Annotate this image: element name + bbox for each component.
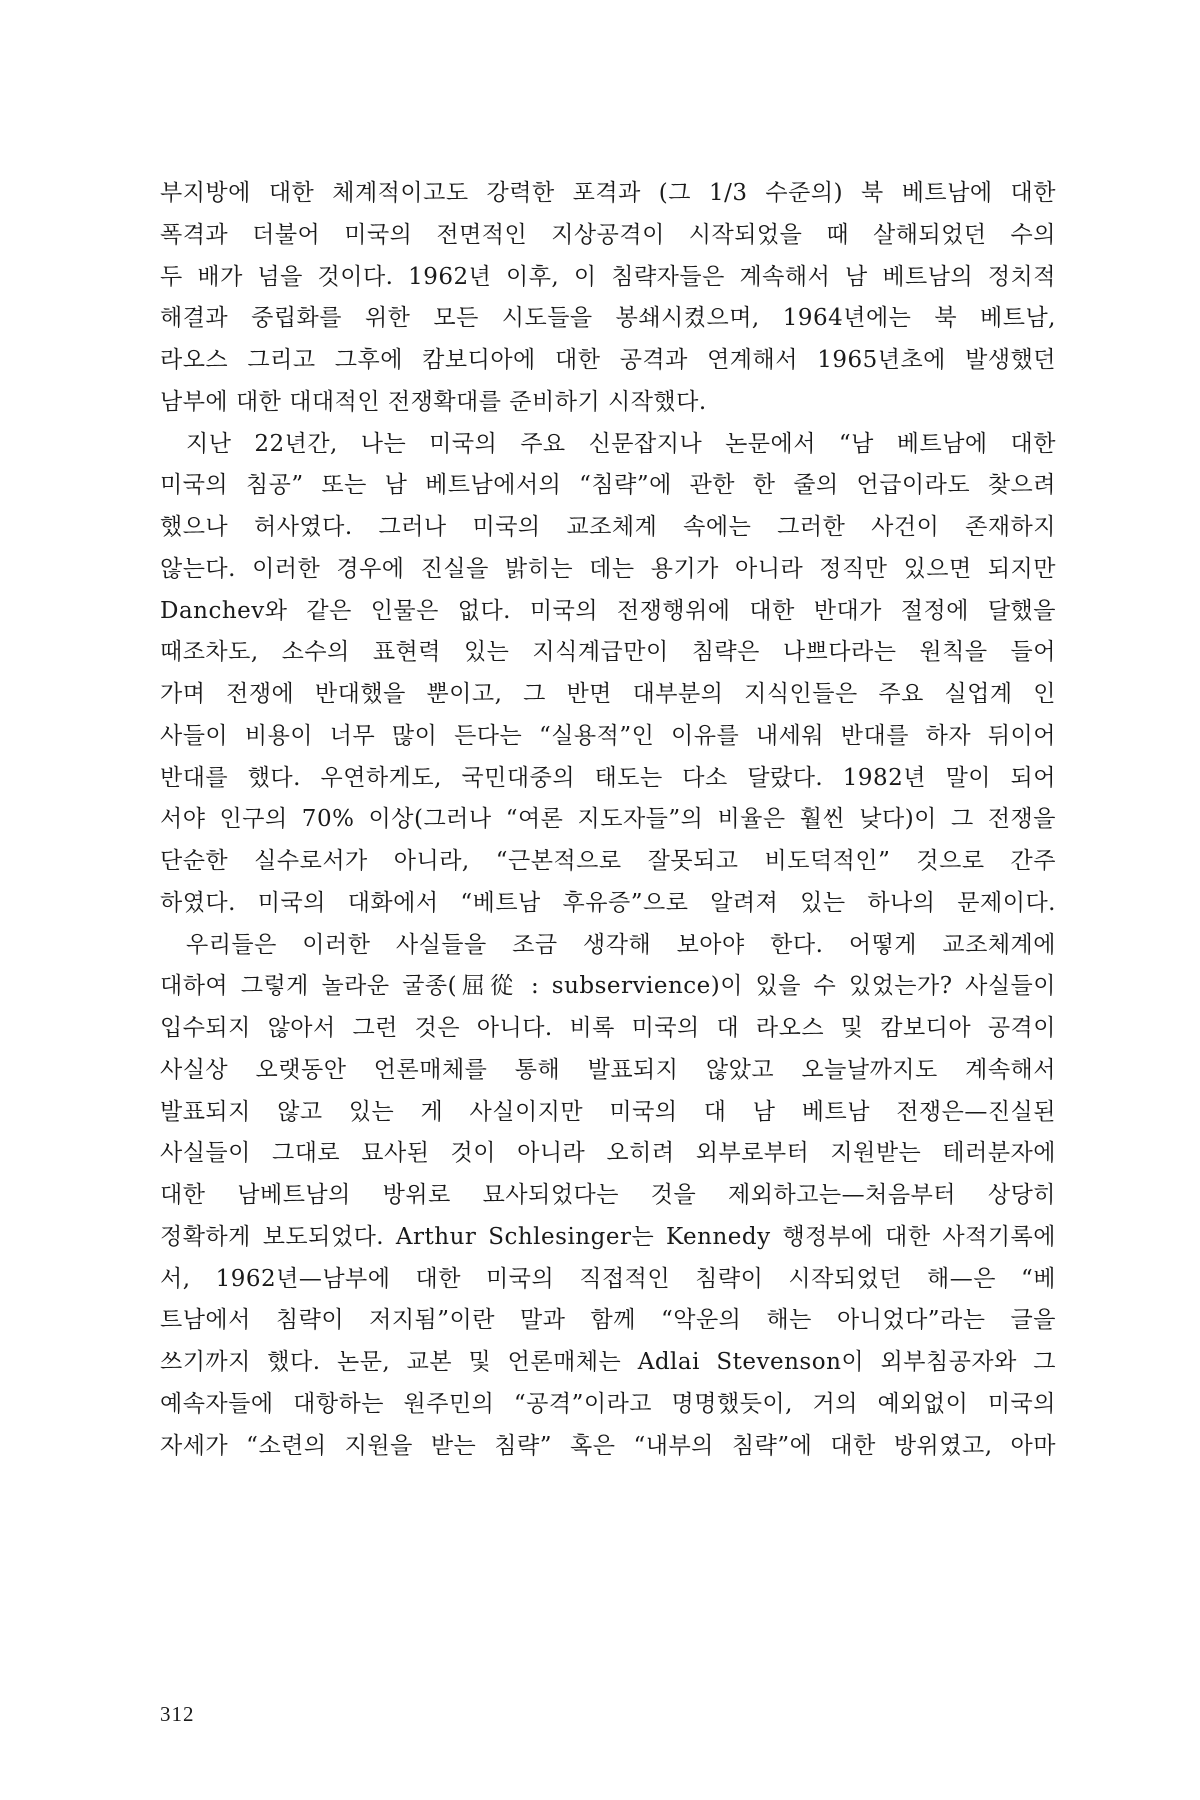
text-line: 하였다. 미국의 대화에서 “베트남 후유증”으로 알려져 있는 하나의 문제이다. [160, 889, 1056, 916]
text-line: 입수되지 않아서 그런 것은 아니다. 비록 미국의 대 라오스 및 캄보디아 공격이 [160, 1015, 1056, 1041]
text-line: 예속자들에 대항하는 원주민의 “공격”이라고 명명했듯이, 거의 예외없이 미국의 [160, 1390, 1056, 1417]
text-line: 발표되지 않고 있는 게 사실이지만 미국의 대 남 베트남 전쟁은—진실된 [160, 1098, 1056, 1125]
text-line: 정확하게 보도되었다. Arthur Schlesinger는 Kennedy 행정부에 대한 사적기록에 [160, 1223, 1056, 1250]
text-line: 사실상 오랫동안 언론매체를 통해 발표되지 않았고 오늘날까지도 계속해서 [160, 1056, 1056, 1083]
text-line: 가며 전쟁에 반대했을 뿐이고, 그 반면 대부분의 지식인들은 주요 실업계 인 [160, 681, 1056, 707]
text-line: 자세가 “소련의 지원을 받는 침략” 혹은 “내부의 침략”에 대한 방위였고, 아마 [160, 1432, 1056, 1459]
text-line: 했으나 허사였다. 그러나 미국의 교조체계 속에는 그러한 사건이 존재하지 [160, 514, 1056, 540]
text-line: 두 배가 넘을 것이다. 1962년 이후, 이 침략자들은 계속해서 남 베트남의 정치적 [160, 263, 1056, 290]
text-line: 대한 남베트남의 방위로 묘사되었다는 것을 제외하고는—처음부터 상당히 [160, 1182, 1057, 1208]
text-line: 서, 1962년—남부에 대한 미국의 직접적인 침략이 시작되었던 해—은 “베 [160, 1265, 1056, 1292]
paragraph-start-line: 지난 22년간, 나는 미국의 주요 신문잡지나 논문에서 “남 베트남에 대한 [186, 430, 1056, 457]
text-line: 해결과 중립화를 위한 모든 시도들을 봉쇄시켰으며, 1964년에는 북 베트남, [160, 305, 1056, 332]
text-line: 서야 인구의 70% 이상(그러나 “여론 지도자들”의 비율은 훨씬 낮다)이 그 전쟁을 [160, 806, 1056, 833]
text-line: 라오스 그리고 그후에 캄보디아에 대한 공격과 연계해서 1965년초에 발생했던 [160, 347, 1056, 373]
text-line: Danchev와 같은 인물은 없다. 미국의 전쟁행위에 대한 반대가 절정에 달했을 [160, 597, 1056, 624]
text-line: 폭격과 더불어 미국의 전면적인 지상공격이 시작되었을 때 살해되었던 수의 [160, 221, 1056, 248]
text-line: 반대를 했다. 우연하게도, 국민대중의 태도는 다소 달랐다. 1982년 말이 되어 [160, 764, 1056, 791]
text-line: 때조차도, 소수의 표현력 있는 지식계급만이 침략은 나쁘다라는 원칙을 들어 [160, 639, 1056, 666]
text-line: 대하여 그렇게 놀라운 굴종(屈從 : subservience)이 있을 수 있었는가? 사실들이 [160, 973, 1056, 1000]
text-line: 사실들이 그대로 묘사된 것이 아니라 오히려 외부로부터 지원받는 테러분자에 [160, 1140, 1056, 1167]
text-line: 사들이 비용이 너무 많이 든다는 “실용적”인 이유를 내세워 반대를 하자 뒤이어 [160, 722, 1056, 749]
paragraph-start-line: 우리들은 이러한 사실들을 조금 생각해 보아야 한다. 어떻게 교조체계에 [186, 931, 1056, 958]
text-line: 트남에서 침략이 저지됨”이란 말과 함께 “악운의 해는 아니었다”라는 글을 [160, 1307, 1056, 1334]
text-line: 쓰기까지 했다. 논문, 교본 및 언론매체는 Adlai Stevenson이 외부침공자와 그 [160, 1349, 1056, 1375]
page-number: 312 [160, 1702, 195, 1726]
text-line: 않는다. 이러한 경우에 진실을 밝히는 데는 용기가 아니라 정직만 있으면 되지만 [160, 555, 1056, 582]
text-line: 남부에 대한 대대적인 전쟁확대를 준비하기 시작했다. [160, 388, 707, 415]
text-line: 부지방에 대한 체계적이고도 강력한 포격과 (그 1/3 수준의) 북 베트남에 대한 [160, 180, 1056, 206]
text-line: 단순한 실수로서가 아니라, “근본적으로 잘못되고 비도덕적인” 것으로 간주 [160, 848, 1056, 874]
body-text [160, 173, 1056, 1467]
text-line: 미국의 침공” 또는 남 베트남에서의 “침략”에 관한 한 줄의 언급이라도 찾으려 [160, 472, 1056, 499]
